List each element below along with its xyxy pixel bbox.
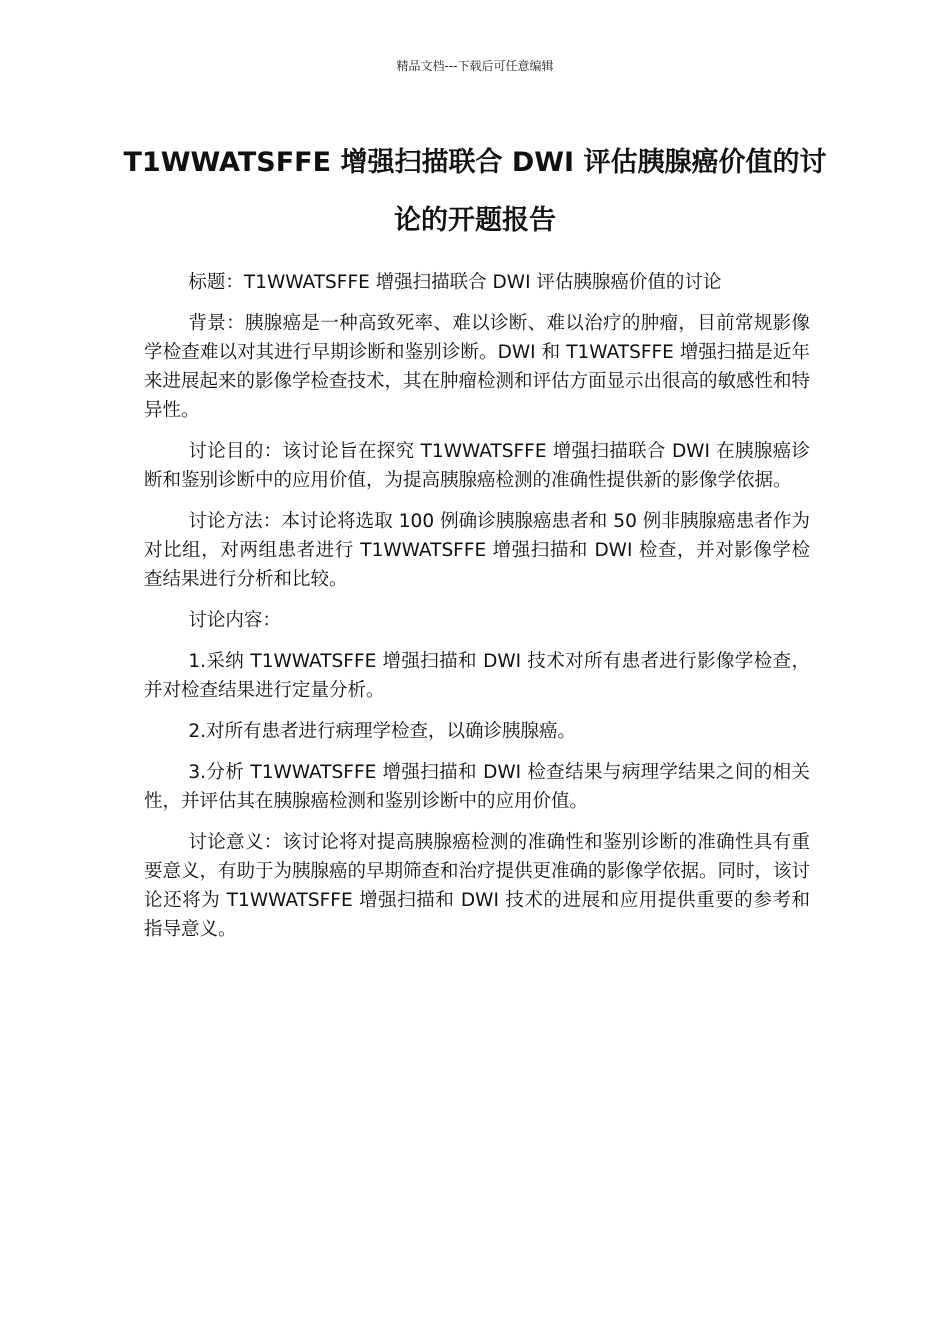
paragraph-method: 讨论方法：本讨论将选取 100 例确诊胰腺癌患者和 50 例非胰腺癌患者作为对比组，对两组患者进行 T1WWATSFFE 增强扫描和 DWI 检查，并对影像学检查结果进行分析和比较。	[144, 511, 810, 590]
document-title: T1WWATSFFE 增强扫描联合 DWI 评估胰腺癌价值的讨论的开题报告	[123, 147, 827, 236]
paragraph-background: 背景：胰腺癌是一种高致死率、难以诊断、难以治疗的肿瘤，目前常规影像学检查难以对其进行早期诊断和鉴别诊断。DWI 和 T1WATSFFE 增强扫描是近年来进展起来的影像学检查技术，其在肿瘤检测和评估方面显示出很高的敏感性和特异性。	[144, 313, 811, 421]
document-body	[144, 268, 810, 956]
paragraph-purpose: 讨论目的：该讨论旨在探究 T1WWATSFFE 增强扫描联合 DWI 在胰腺癌诊断和鉴别诊断中的应用价值，为提高胰腺癌检测的准确性提供新的影像学依据。	[144, 441, 810, 491]
paragraph-significance: 讨论意义：该讨论将对提高胰腺癌检测的准确性和鉴别诊断的准确性具有重要意义，有助于为胰腺癌的早期筛查和治疗提供更准确的影像学依据。同时，该讨论还将为 T1WWATSFFE 增强扫描和 DWI 技术的进展和应用提供重要的参考和指导意义。	[144, 832, 811, 940]
header-note: 精品文档---下载后可任意编辑	[396, 59, 554, 73]
paragraph-content-heading: 讨论内容：	[188, 610, 281, 631]
paragraph-content-item-3: 3.分析 T1WWATSFFE 增强扫描和 DWI 检查结果与病理学结果之间的相关性，并评估其在胰腺癌检测和鉴别诊断中的应用价值。	[144, 762, 810, 812]
paragraph-content-item-1: 1.采纳 T1WWATSFFE 增强扫描和 DWI 技术对所有患者进行影像学检查，并对检查结果进行定量分析。	[144, 651, 810, 701]
paragraph-subject: 标题：T1WWATSFFE 增强扫描联合 DWI 评估胰腺癌价值的讨论	[188, 272, 722, 293]
paragraph-content-item-2: 2.对所有患者进行病理学检查，以确诊胰腺癌。	[188, 721, 577, 742]
